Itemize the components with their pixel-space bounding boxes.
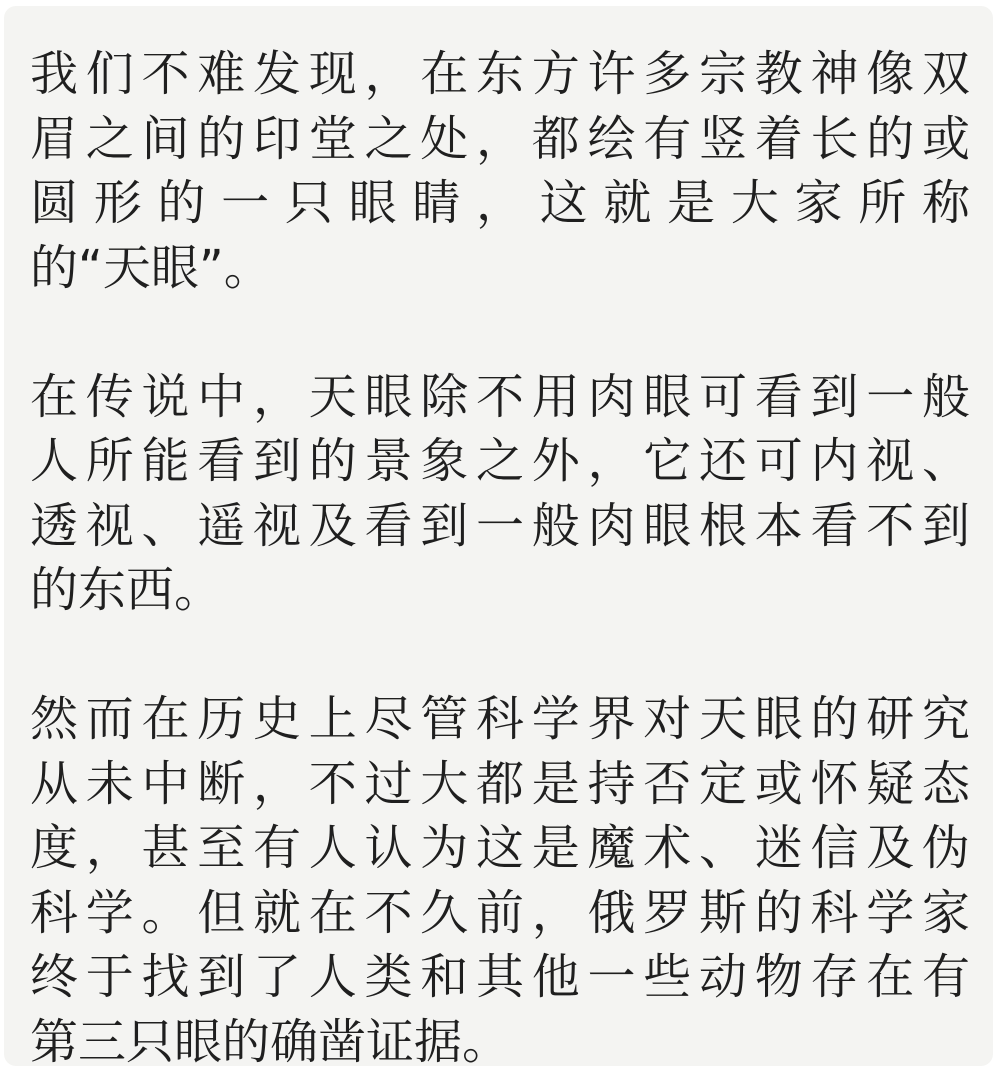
article-card xyxy=(4,6,993,1066)
paragraph-1 xyxy=(30,42,970,300)
text-line: 科学。但就在不久前，俄罗斯的科学家 xyxy=(30,881,970,946)
text-line: 然而在历史上尽管科学界对天眼的研究 xyxy=(30,687,970,752)
text-line: 度，甚至有人认为这是魔术、迷信及伪 xyxy=(30,816,970,881)
text-line: 的“天眼”。 xyxy=(30,236,970,301)
text-line: 终于找到了人类和其他一些动物存在有 xyxy=(30,945,970,1010)
text-line: 从未中断，不过大都是持否定或怀疑态 xyxy=(30,752,970,817)
text-line: 在传说中，天眼除不用肉眼可看到一般 xyxy=(30,365,970,430)
text-line: 的东西。 xyxy=(30,558,970,623)
text-line: 我们不难发现，在东方许多宗教神像双 xyxy=(30,42,970,107)
text-line: 圆形的一只眼睛，这就是大家所称 xyxy=(30,171,970,236)
text-line: 人所能看到的景象之外，它还可内视、 xyxy=(30,429,970,494)
paragraph-2 xyxy=(30,365,970,623)
text-line: 透视、遥视及看到一般肉眼根本看不到 xyxy=(30,494,970,559)
text-line: 第三只眼的确凿证据。 xyxy=(30,1010,970,1066)
paragraph-3 xyxy=(30,687,970,1066)
article-body xyxy=(30,42,970,1066)
text-line: 眉之间的印堂之处，都绘有竖着长的或 xyxy=(30,107,970,172)
